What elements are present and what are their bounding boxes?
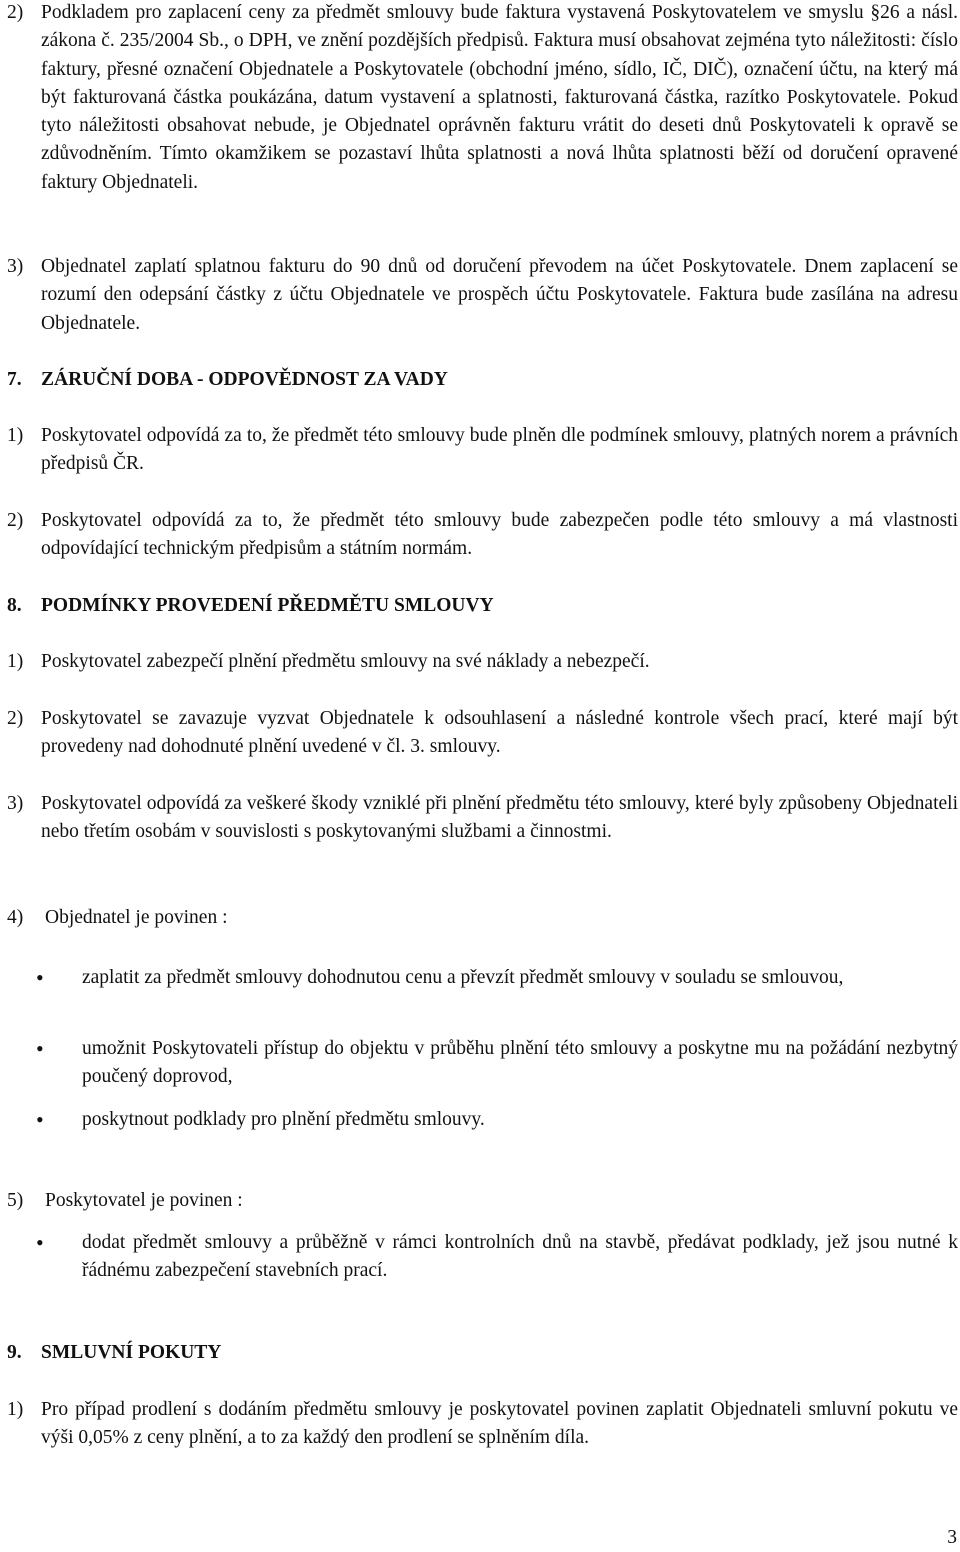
paragraph-6-3 (7, 253, 958, 338)
paragraph-8-4 (7, 904, 958, 932)
list-item (34, 1229, 958, 1286)
list-item (34, 1035, 958, 1092)
paragraph-text: Poskytovatel odpovídá za to, že předmět této smlouvy bude plněn dle podmínek smlouvy, platných norem a právních předpisů ČR. (41, 425, 958, 475)
paragraph-text: Poskytovatel je povinen : (45, 1190, 243, 1211)
paragraph-number: 3) (7, 256, 24, 277)
page-number: 3 (947, 1527, 957, 1548)
section-heading-8 (7, 592, 958, 620)
paragraph-number: 1) (7, 651, 24, 672)
bullet-marker: • (36, 1107, 44, 1132)
section-title: SMLUVNÍ POKUTY (41, 1342, 222, 1363)
paragraph-text: Objednatel zaplatí splatnou fakturu do 90 dnů od doručení převodem na účet Poskytovatele. Dnem zaplacení se rozumí den odepsání částky z účtu Objednatele ve prospěch účtu Poskytovatele. Faktura bude zasílána na adresu Objednatele. (41, 256, 958, 334)
paragraph-8-5 (7, 1187, 958, 1215)
paragraph-8-3 (7, 790, 958, 847)
paragraph-number: 4) (7, 907, 24, 928)
bullet-marker: • (36, 965, 44, 990)
paragraph-number: 1) (7, 1399, 24, 1420)
paragraph-number: 1) (7, 425, 24, 446)
list-item-text: zaplatit za předmět smlouvy dohodnutou cenu a převzít předmět smlouvy v souladu se smlouvou, (82, 967, 844, 988)
section-heading-9 (7, 1339, 958, 1367)
paragraph-7-1 (7, 422, 958, 479)
list-item (34, 1106, 958, 1134)
list-item-text: dodat předmět smlouvy a průběžně v rámci kontrolních dnů na stavbě, předávat podklady, jež jsou nutné k řádnému zabezpečení stavebních prací. (82, 1232, 958, 1282)
list-item-text: poskytnout podklady pro plnění předmětu smlouvy. (82, 1109, 485, 1130)
paragraph-number: 2) (7, 708, 24, 729)
section-heading-7 (7, 366, 958, 394)
paragraph-text: Poskytovatel odpovídá za veškeré škody vzniklé při plnění předmětu této smlouvy, které byly způsobeny Objednateli nebo třetím osobám v souvislosti s poskytovanými službami a činnostmi. (41, 793, 958, 843)
paragraph-text: Objednatel je povinen : (45, 907, 228, 928)
bullet-list (34, 1106, 958, 1134)
bullet-list (34, 1035, 958, 1092)
list-item (34, 964, 958, 992)
paragraph-text: Poskytovatel odpovídá za to, že předmět této smlouvy bude zabezpečen podle této smlouvy a má vlastnosti odpovídající technickým předpisům a státním normám. (41, 510, 958, 560)
bullet-list (34, 1229, 958, 1286)
paragraph-8-1 (7, 648, 958, 676)
bullet-marker: • (36, 1230, 44, 1255)
paragraph-6-2 (7, 0, 958, 197)
section-number: 8. (7, 595, 22, 616)
paragraph-8-2 (7, 705, 958, 762)
section-number: 7. (7, 369, 22, 390)
paragraph-text: Podkladem pro zaplacení ceny za předmět smlouvy bude faktura vystavená Poskytovatelem ve smyslu §26 a násl. zákona č. 235/2004 Sb., o DPH, ve znění pozdějších předpisů. Faktura musí obsahovat zejména tyto náležitosti: číslo faktury, přesné označení Objednatele a Poskytovatele (obchodní jméno, sídlo, IČ, DIČ), označení účtu, na který má být fakturovaná částka poukázána, datum vystavení a splatnosti, fakturovaná částka, razítko Poskytovatele. Pokud tyto náležitosti obsahovat nebude, je Objednatel oprávněn fakturu vrátit do deseti dnů Poskytovateli k opravě se zdůvodněním. Tímto okamžikem se pozastaví lhůta splatnosti a nová lhůta splatnosti běží od doručení opravené faktury Objednateli. (41, 2, 958, 193)
paragraph-text: Poskytovatel zabezpečí plnění předmětu smlouvy na své náklady a nebezpečí. (41, 651, 650, 672)
paragraph-number: 3) (7, 793, 24, 814)
list-item-text: umožnit Poskytovateli přístup do objektu v průběhu plnění této smlouvy a poskytne mu na požádání nezbytný poučený doprovod, (82, 1038, 958, 1088)
section-number: 9. (7, 1342, 22, 1363)
paragraph-number: 2) (7, 2, 24, 23)
paragraph-number: 5) (7, 1190, 24, 1211)
paragraph-text: Poskytovatel se zavazuje vyzvat Objednatele k odsouhlasení a následné kontrole všech prací, které mají být provedeny nad dohodnuté plnění uvedené v čl. 3. smlouvy. (41, 708, 958, 758)
paragraph-text: Pro případ prodlení s dodáním předmětu smlouvy je poskytovatel povinen zaplatit Objednateli smluvní pokutu ve výši 0,05% z ceny plnění, a to za každý den prodlení se splněním díla. (41, 1399, 958, 1449)
bullet-marker: • (36, 1036, 44, 1061)
paragraph-7-2 (7, 507, 958, 564)
paragraph-9-1 (7, 1396, 958, 1453)
paragraph-number: 2) (7, 510, 24, 531)
section-title: PODMÍNKY PROVEDENÍ PŘEDMĚTU SMLOUVY (41, 595, 494, 616)
section-title: ZÁRUČNÍ DOBA - ODPOVĚDNOST ZA VADY (41, 369, 448, 390)
bullet-list (34, 964, 958, 992)
